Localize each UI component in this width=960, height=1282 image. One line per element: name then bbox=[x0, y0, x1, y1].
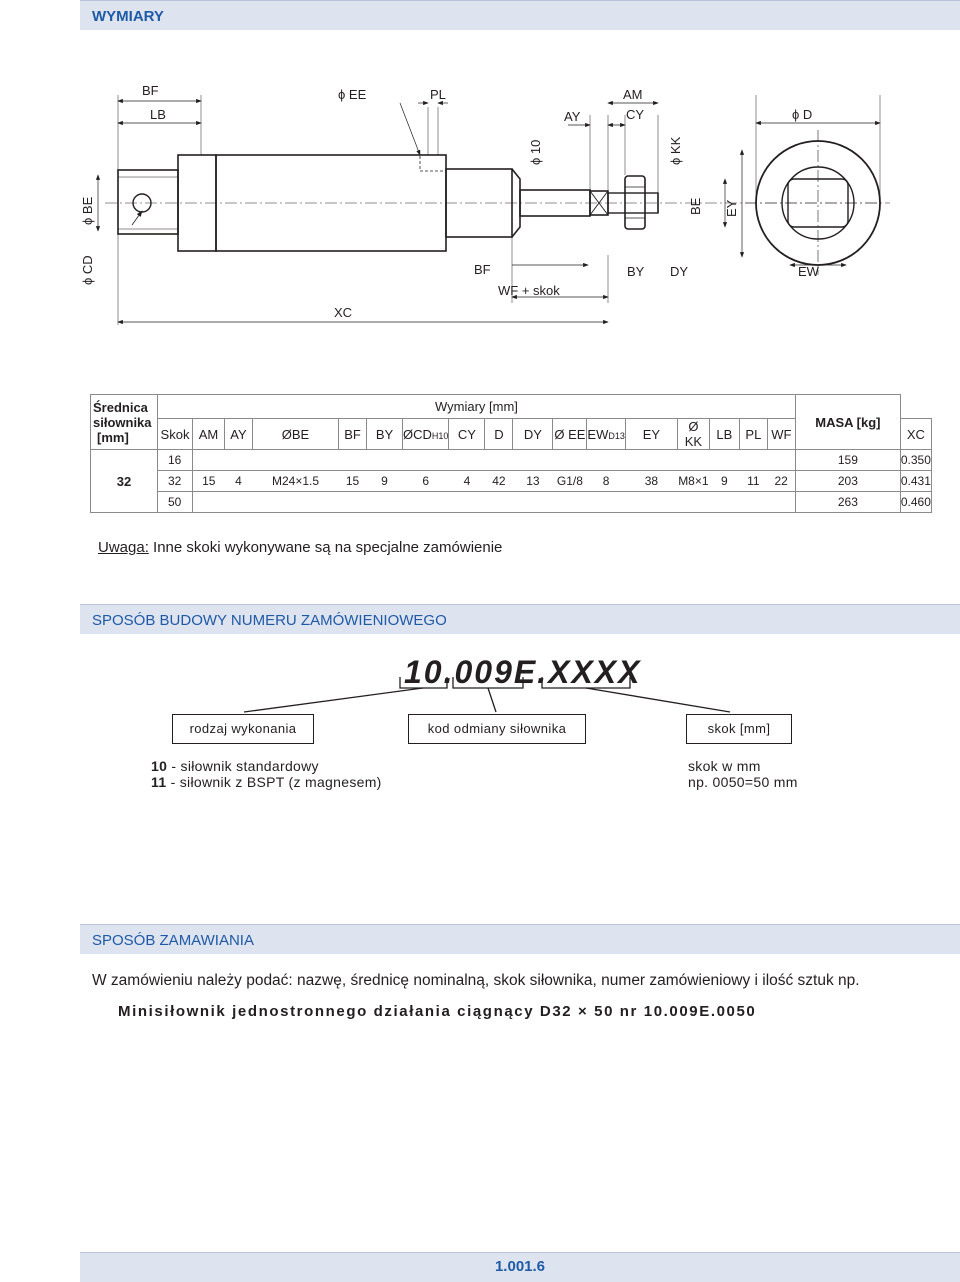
dim-label-dy: DY bbox=[670, 264, 689, 279]
note-text: Inne skoki wykonywane są na specjalne zamówienie bbox=[148, 539, 503, 556]
th-xc: XC bbox=[900, 419, 931, 450]
dim-label-am: AM bbox=[623, 87, 643, 102]
cell-dy: 13 bbox=[513, 471, 553, 492]
th-dy: DY bbox=[513, 419, 553, 450]
th-lb: LB bbox=[709, 419, 739, 450]
th-ew: EWD13 bbox=[587, 419, 625, 450]
dim-label-ew: EW bbox=[798, 264, 819, 279]
dim-label-xc: XC bbox=[334, 305, 353, 320]
cell-pl: 11 bbox=[739, 471, 767, 492]
th-ay: AY bbox=[225, 419, 253, 450]
cell-xc: 159 bbox=[795, 450, 900, 471]
th-ey: EY bbox=[625, 419, 677, 450]
dim-label-by: BY bbox=[627, 264, 645, 279]
dim-label-ay: AY bbox=[564, 109, 581, 124]
note-label: Uwaga: bbox=[98, 539, 149, 556]
dim-label-ey: EY bbox=[724, 199, 739, 217]
dim-label-d10: ϕ 10 bbox=[528, 139, 543, 165]
cell-mass: 0.460 bbox=[900, 492, 931, 513]
th-d: D bbox=[485, 419, 513, 450]
cell-wf: 22 bbox=[767, 471, 795, 492]
variant-option: 11 - siłownik z BSPT (z magnesem) bbox=[151, 774, 382, 790]
dim-label-d: ϕ D bbox=[792, 107, 813, 122]
cell-bf: 15 bbox=[339, 471, 367, 492]
stroke-note-2: np. 0050=50 mm bbox=[688, 774, 798, 790]
th-by: BY bbox=[367, 419, 403, 450]
cell-kk: M8×1 bbox=[677, 471, 709, 492]
cell-cd: 6 bbox=[403, 471, 449, 492]
th-pl: PL bbox=[739, 419, 767, 450]
variant-option: 10 - siłownik standardowy bbox=[151, 758, 319, 774]
cell-ew: 8 bbox=[587, 471, 625, 492]
cell-am: 15 bbox=[193, 471, 225, 492]
th-am: AM bbox=[193, 419, 225, 450]
dim-label-pl: PL bbox=[430, 87, 446, 102]
dim-label-cd: ϕ CD bbox=[80, 255, 95, 285]
cell-by: 9 bbox=[367, 471, 403, 492]
diameter-header: Średnica siłownika [mm] bbox=[91, 395, 158, 450]
ordering-example: Minisiłownik jednostronnego działania ciągnący D32 × 50 nr 10.009E.0050 bbox=[118, 1003, 757, 1020]
th-wf: WF bbox=[767, 419, 795, 450]
cell-ay: 4 bbox=[225, 471, 253, 492]
stroke-note-1: skok w mm bbox=[688, 758, 761, 774]
section-header-ordering bbox=[80, 924, 960, 954]
cell-stroke: 16 bbox=[158, 450, 193, 471]
ordering-instructions: W zamówieniu należy podać: nazwę, średnicę nominalną, skok siłownika, numer zamówieniowy i ilość sztuk np. bbox=[92, 972, 860, 989]
dim-label-kk: ϕ KK bbox=[668, 136, 683, 165]
mass-header: MASA [kg] bbox=[795, 395, 900, 450]
dim-label-bf: BF bbox=[142, 83, 159, 98]
cell-xc: 203 bbox=[795, 471, 900, 492]
cell-ey: 38 bbox=[625, 471, 677, 492]
section-title: SPOSÓB BUDOWY NUMERU ZAMÓWIENIOWEGO bbox=[92, 612, 447, 629]
dim-label-be: ϕ BE bbox=[80, 196, 95, 225]
cell-lb: 9 bbox=[709, 471, 739, 492]
th-kk: Ø KK bbox=[677, 419, 709, 450]
cell-mass: 0.431 bbox=[900, 471, 931, 492]
dim-label-ee: ϕ EE bbox=[338, 87, 367, 102]
th-skok: Skok bbox=[158, 419, 193, 450]
th-ee: Ø EE bbox=[553, 419, 587, 450]
box-stroke: skok [mm] bbox=[686, 714, 792, 744]
cell-ee: G1/8 bbox=[553, 471, 587, 492]
th-cy: CY bbox=[449, 419, 485, 450]
dim-label-bf-bottom: BF bbox=[474, 262, 491, 277]
box-modification: kod odmiany siłownika bbox=[408, 714, 586, 744]
cell-stroke: 32 bbox=[158, 471, 193, 492]
cell-d: 42 bbox=[485, 471, 513, 492]
cell-cy: 4 bbox=[449, 471, 485, 492]
section-title: WYMIARY bbox=[92, 8, 164, 25]
dim-label-wf-skok: WF + skok bbox=[498, 283, 560, 298]
dim-label-be-right: BE bbox=[688, 197, 703, 215]
cell-be: M24×1.5 bbox=[253, 471, 339, 492]
dimensions-title: Wymiary [mm] bbox=[158, 395, 796, 419]
page-number: 1.001.6 bbox=[80, 1252, 960, 1282]
th-be: ØBE bbox=[253, 419, 339, 450]
th-bf: BF bbox=[339, 419, 367, 450]
cell-mass: 0.350 bbox=[900, 450, 931, 471]
dim-label-cy: CY bbox=[626, 107, 645, 122]
cell-xc: 263 bbox=[795, 492, 900, 513]
th-cd: ØCDH10 bbox=[403, 419, 449, 450]
dim-label-lb: LB bbox=[150, 107, 166, 122]
section-title: SPOSÓB ZAMAWIANIA bbox=[92, 932, 254, 949]
order-code: 10.009E.XXXX bbox=[404, 654, 642, 690]
cell-diameter: 32 bbox=[91, 450, 158, 513]
box-variant: rodzaj wykonania bbox=[172, 714, 314, 744]
cell-stroke: 50 bbox=[158, 492, 193, 513]
